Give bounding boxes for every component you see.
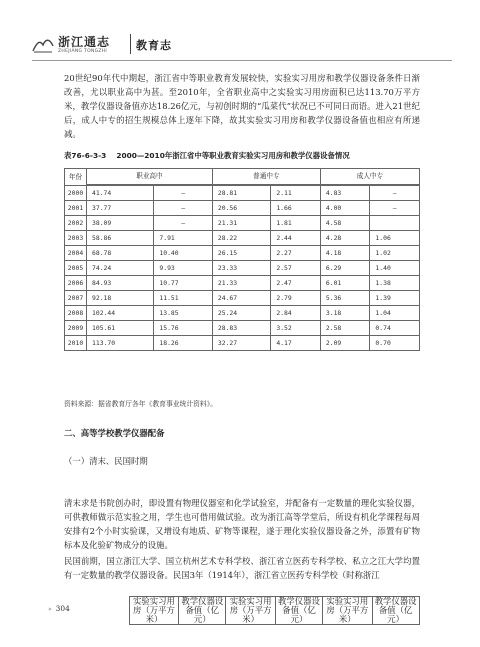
table-cell: 1.39 [370,291,420,306]
table-cell: 28.22 [212,231,270,246]
table-row [65,261,420,276]
table-cell: 6.29 [320,261,370,276]
table-cell: 2.47 [271,276,321,291]
table-cell: 2.58 [320,321,370,336]
year-cell: 2002 [65,216,87,231]
table-cell: 2.44 [271,231,321,246]
year-cell: 2001 [65,201,87,216]
table-cell: 32.27 [212,336,270,351]
section-title: 教育志 [136,39,172,52]
table-cell: 1.66 [271,201,321,216]
year-cell: 2003 [65,231,87,246]
table-cell: 113.70 [87,336,154,351]
year-cell: 2008 [65,306,87,321]
table-cell: — [154,201,212,216]
table-cell: 10.77 [154,276,212,291]
table-number: 表76-6-3-3 [64,151,107,160]
year-cell: 2009 [65,321,87,336]
table-cell: 23.33 [212,261,270,276]
section-heading: 二、高等学校教学仪器配备 [64,428,165,438]
col-header-equip: 教学仪器设备值（亿元） [276,596,323,624]
table-cell: 84.93 [87,276,154,291]
table-cell: — [154,216,212,231]
group-header-vocational-high: 职业高中 [87,169,213,185]
table-cell: 4.28 [320,231,370,246]
year-header: 年份 [65,169,87,186]
table-cell: 68.78 [87,246,154,261]
table-cell: 2.57 [271,261,321,276]
table-row [65,216,420,231]
table-row [65,201,420,216]
col-header-area: 实验实习用房（万平方米） [226,596,276,624]
table-cell: 4.18 [320,246,370,261]
table-row [65,306,420,321]
table-cell: 1.04 [370,306,420,321]
table-row [65,321,420,336]
minguo-paragraph: 民国前期，国立浙江大学、国立杭州艺术专科学校、浙江省立医药专科学校、私立之江大学均置有一定数量的教学仪器设备。民国3年（1914年），浙江省立医药专科学校（时称浙江 [64,556,420,580]
table-row [65,336,420,351]
table-cell: 28.83 [212,321,270,336]
table-cell: 58.86 [87,231,154,246]
page-header [32,28,452,62]
table-cell: 21.33 [212,276,270,291]
table-cell: 11.51 [154,291,212,306]
table-cell: 24.67 [212,291,270,306]
group-header-adult-secondary: 成人中专 [320,169,419,185]
table-cell: 2.79 [271,291,321,306]
logo [32,30,124,60]
logo-subtext: ZHEJIANG TONGZHI [58,49,108,54]
logo-mountain-icon [32,34,54,54]
table-cell: 10.40 [154,246,212,261]
header-divider [130,34,131,54]
table-cell: 0.74 [370,321,420,336]
table-row [65,231,420,246]
year-cell: 2007 [65,291,87,306]
table-cell: 1.40 [370,261,420,276]
table-row [65,186,420,201]
year-cell: 2004 [65,246,87,261]
table-row [65,276,420,291]
table-cell: 4.58 [320,216,370,231]
table-cell: 105.61 [87,321,154,336]
table-cell: 2.11 [271,186,321,201]
col-header-area: 实验实习用房（万平方米） [129,596,179,624]
year-cell: 2005 [65,261,87,276]
table-cell: 41.74 [87,186,154,201]
table-cell: 26.15 [212,246,270,261]
table-cell: 18.26 [154,336,212,351]
table-cell: 4.00 [320,201,370,216]
page-marker-icon: » [48,606,52,613]
year-cell: 2000 [65,186,87,201]
qing-paragraph: 清末求是书院创办时，即设置有物理仪器室和化学试验室，并配备有一定数量的理化实验仪器，可供教师做示范实验之用，学生也可借用做试验。改为浙江高等学堂后，所设有机化学课程每周安排有2个小时实验课，又增设有地质、矿物等课程，遂于理化实验仪器设备之外，添置有矿物标本及化验矿物成分的设施。 [64,498,420,550]
year-cell: 2006 [65,276,87,291]
header-rule [32,60,452,61]
table-cell: 3.18 [320,306,370,321]
table-cell: 92.18 [87,291,154,306]
page-footer [48,604,70,613]
table-source-note: 资料来源：据省教育厅各年《教育事业统计资料》。 [64,400,217,408]
page-number: 304 [55,604,70,613]
table-cell: 21.31 [212,216,270,231]
table-cell: — [370,186,420,201]
table-cell: 4.83 [320,186,370,201]
table-cell: 1.02 [370,246,420,261]
table-cell: 25.24 [212,306,270,321]
table-cell: 1.06 [370,231,420,246]
table-cell: 2.09 [320,336,370,351]
table-row [65,246,420,261]
year-cell: 2010 [65,336,87,351]
table-cell: 1.38 [370,276,420,291]
table-cell: 4.17 [271,336,321,351]
table-cell: 102.44 [87,306,154,321]
col-header-equip: 教学仪器设备值（亿元） [372,596,419,624]
table-caption [64,150,350,161]
table-title: 2000—2010年浙江省中等职业教育实验实习用房和教学仪器设备情况 [116,151,350,160]
logo-text: 浙江通志 [58,35,111,49]
col-header-equip: 教学仪器设备值（亿元） [179,596,226,624]
table-cell: 28.81 [212,186,270,201]
table-row [65,291,420,306]
table-cell: 74.24 [87,261,154,276]
group-header-regular-secondary: 普通中专 [212,169,320,185]
table-cell: 5.36 [320,291,370,306]
table-cell: — [154,186,212,201]
table-cell [370,216,420,231]
intro-paragraph: 20世纪90年代中期起，浙江省中等职业教育发展较快，实验实习用房和教学仪器设备条件日渐改善，尤以职业高中为甚。至2010年，全省职业高中之实验实习用房面积已达113.70万平方米，教学仪器设备值亦达18.26亿元，与初创时期的“瓜菜代”状况已不可同日而语。进入21世纪后，成人中专的招生规模总体上逐年下降，故其实验实习用房和教学仪器设备值也相应有所递减。 [64,73,420,139]
table-cell: 0.70 [370,336,420,351]
table-body [65,186,420,351]
table-cell: 2.27 [271,246,321,261]
table-cell: 3.52 [271,321,321,336]
table-cell: 13.85 [154,306,212,321]
table-cell: 7.91 [154,231,212,246]
table-cell: 1.81 [271,216,321,231]
sub-heading: （一）清末、民国时期 [64,456,148,466]
table-cell: 15.76 [154,321,212,336]
table-cell: 37.77 [87,201,154,216]
col-header-area: 实验实习用房（万平方米） [322,596,372,624]
table-cell: 6.01 [320,276,370,291]
table-cell: 38.09 [87,216,154,231]
table-cell: 20.56 [212,201,270,216]
table-cell: 9.93 [154,261,212,276]
table-cell: — [370,201,420,216]
table-cell: 2.84 [271,306,321,321]
